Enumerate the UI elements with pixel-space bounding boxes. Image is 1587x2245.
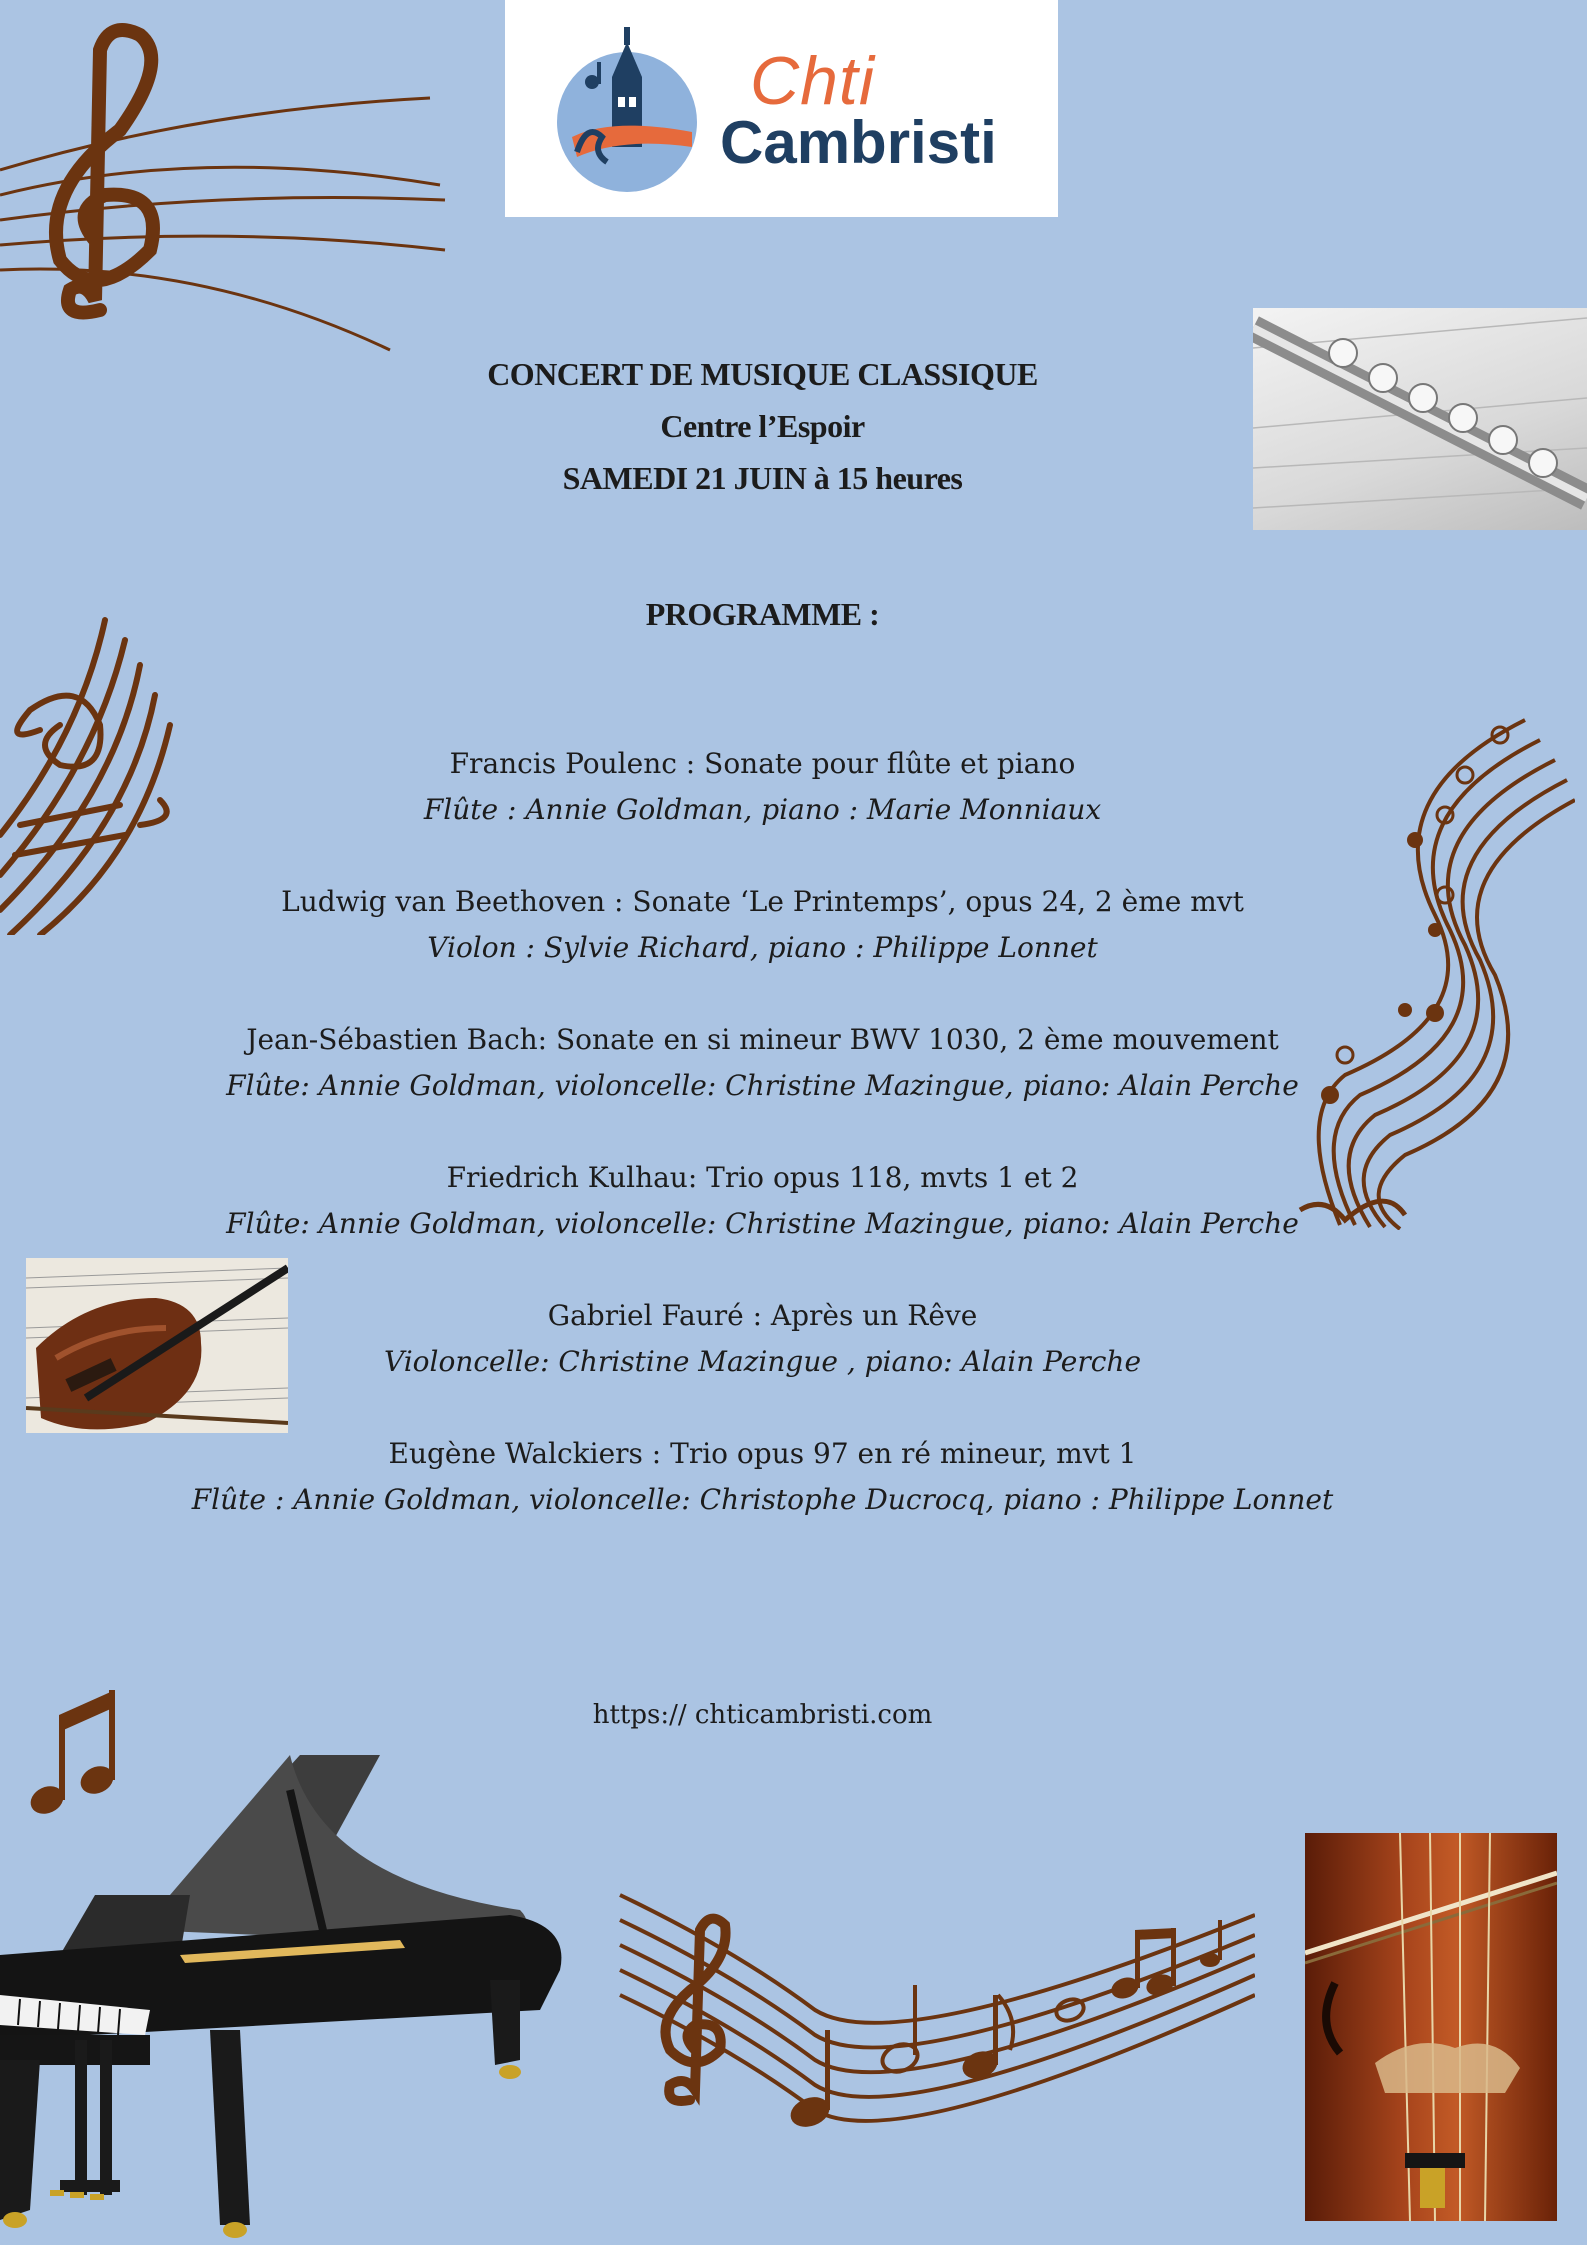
logo-emblem-icon [552,22,702,192]
programme-performers: Violoncelle: Christine Mazingue , piano: Alain Perche [383,1345,1142,1378]
grand-piano-icon [0,1750,570,2245]
logo [505,0,1058,217]
programme-performers: Flûte: Annie Goldman, violoncelle: Christine Mazingue, piano: Alain Perche [226,1069,1299,1102]
programme-piece: Gabriel Fauré : Après un Rêve [547,1299,978,1332]
programme-piece: Ludwig van Beethoven : Sonate ‘Le Printemps’, opus 24, 2 ème mvt [281,885,1244,918]
programme-piece: Jean-Sébastien Bach: Sonate en si mineur BWV 1030, 2 ème mouvement [246,1023,1279,1056]
programme-piece: Friedrich Kulhau: Trio opus 118, mvts 1 et 2 [446,1161,1079,1194]
violin-photo [26,1258,288,1433]
cello-photo [1305,1833,1557,2221]
programme-piece: Francis Poulenc : Sonate pour flûte et piano [449,747,1076,780]
concert-venue: Centre l’Espoir [660,408,865,444]
website-url: https:// chticambristi.com [592,1700,933,1730]
programme-performers: Violon : Sylvie Richard, piano : Philippe Lonnet [427,931,1098,964]
music-staff-bottom-icon [615,1890,1255,2140]
concert-title: CONCERT DE MUSIQUE CLASSIQUE [487,356,1038,392]
logo-text-chti: Chti [750,43,875,119]
concert-date: SAMEDI 21 JUIN à 15 heures [562,460,963,496]
programme-performers: Flûte : Annie Goldman, violoncelle: Christophe Ducrocq, piano : Philippe Lonnet [191,1483,1334,1516]
logo-text-cambristi: Cambristi [720,109,997,176]
programme-piece: Eugène Walckiers : Trio opus 97 en ré mineur, mvt 1 [388,1437,1137,1470]
programme-heading: PROGRAMME : [645,596,880,632]
treble-clef-staff-icon [0,20,460,360]
programme-performers: Flûte : Annie Goldman, piano : Marie Monniaux [423,793,1102,826]
programme-performers: Flûte: Annie Goldman, violoncelle: Christine Mazingue, piano: Alain Perche [226,1207,1299,1240]
